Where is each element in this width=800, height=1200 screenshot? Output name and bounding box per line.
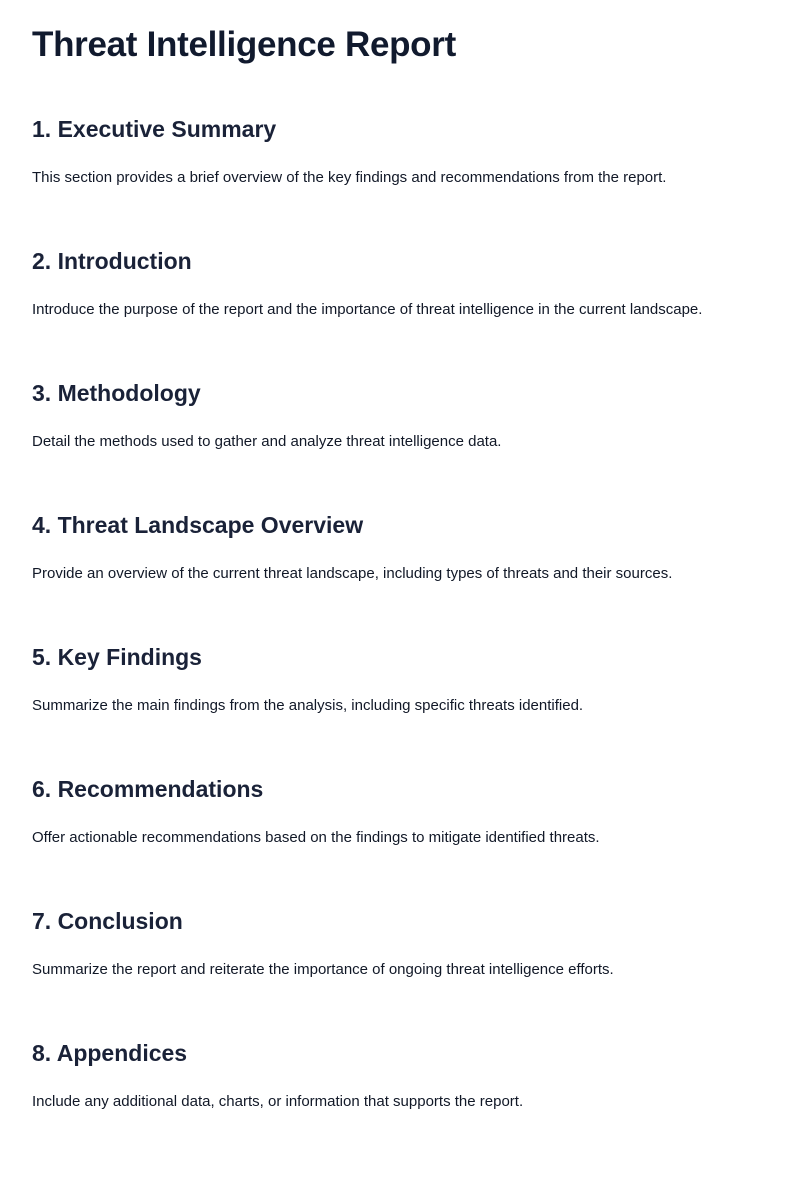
section-methodology: [32, 377, 772, 453]
section-body: Introduce the purpose of the report and the importance of threat intelligence in the current landscape.: [32, 301, 703, 318]
section-heading: 6. Recommendations: [32, 776, 264, 802]
section-body: Provide an overview of the current threat landscape, including types of threats and their sources.: [32, 565, 673, 582]
section-body: Detail the methods used to gather and analyze threat intelligence data.: [32, 433, 502, 450]
section-heading: 2. Introduction: [32, 248, 192, 274]
section-body: Summarize the main findings from the analysis, including specific threats identified.: [32, 697, 584, 714]
section-threat-landscape-overview: [32, 509, 772, 585]
section-heading: 3. Methodology: [32, 380, 201, 406]
section-key-findings: [32, 641, 772, 717]
section-heading: 5. Key Findings: [32, 644, 202, 670]
section-body: Offer actionable recommendations based on the findings to mitigate identified threats.: [32, 829, 600, 846]
section-heading: 1. Executive Summary: [32, 116, 277, 142]
section-body: Summarize the report and reiterate the importance of ongoing threat intelligence efforts.: [32, 961, 614, 978]
section-body: Include any additional data, charts, or information that supports the report.: [32, 1093, 524, 1110]
section-heading: 4. Threat Landscape Overview: [32, 512, 364, 538]
page-title: Threat Intelligence Report: [32, 25, 456, 64]
section-body: This section provides a brief overview of the key findings and recommendations from the report.: [32, 169, 667, 186]
section-introduction: [32, 245, 772, 321]
section-executive-summary: [32, 113, 772, 189]
section-appendices: [32, 1037, 772, 1113]
section-recommendations: [32, 773, 772, 849]
section-conclusion: [32, 905, 772, 981]
section-heading: 8. Appendices: [32, 1040, 188, 1066]
section-heading: 7. Conclusion: [32, 908, 183, 934]
